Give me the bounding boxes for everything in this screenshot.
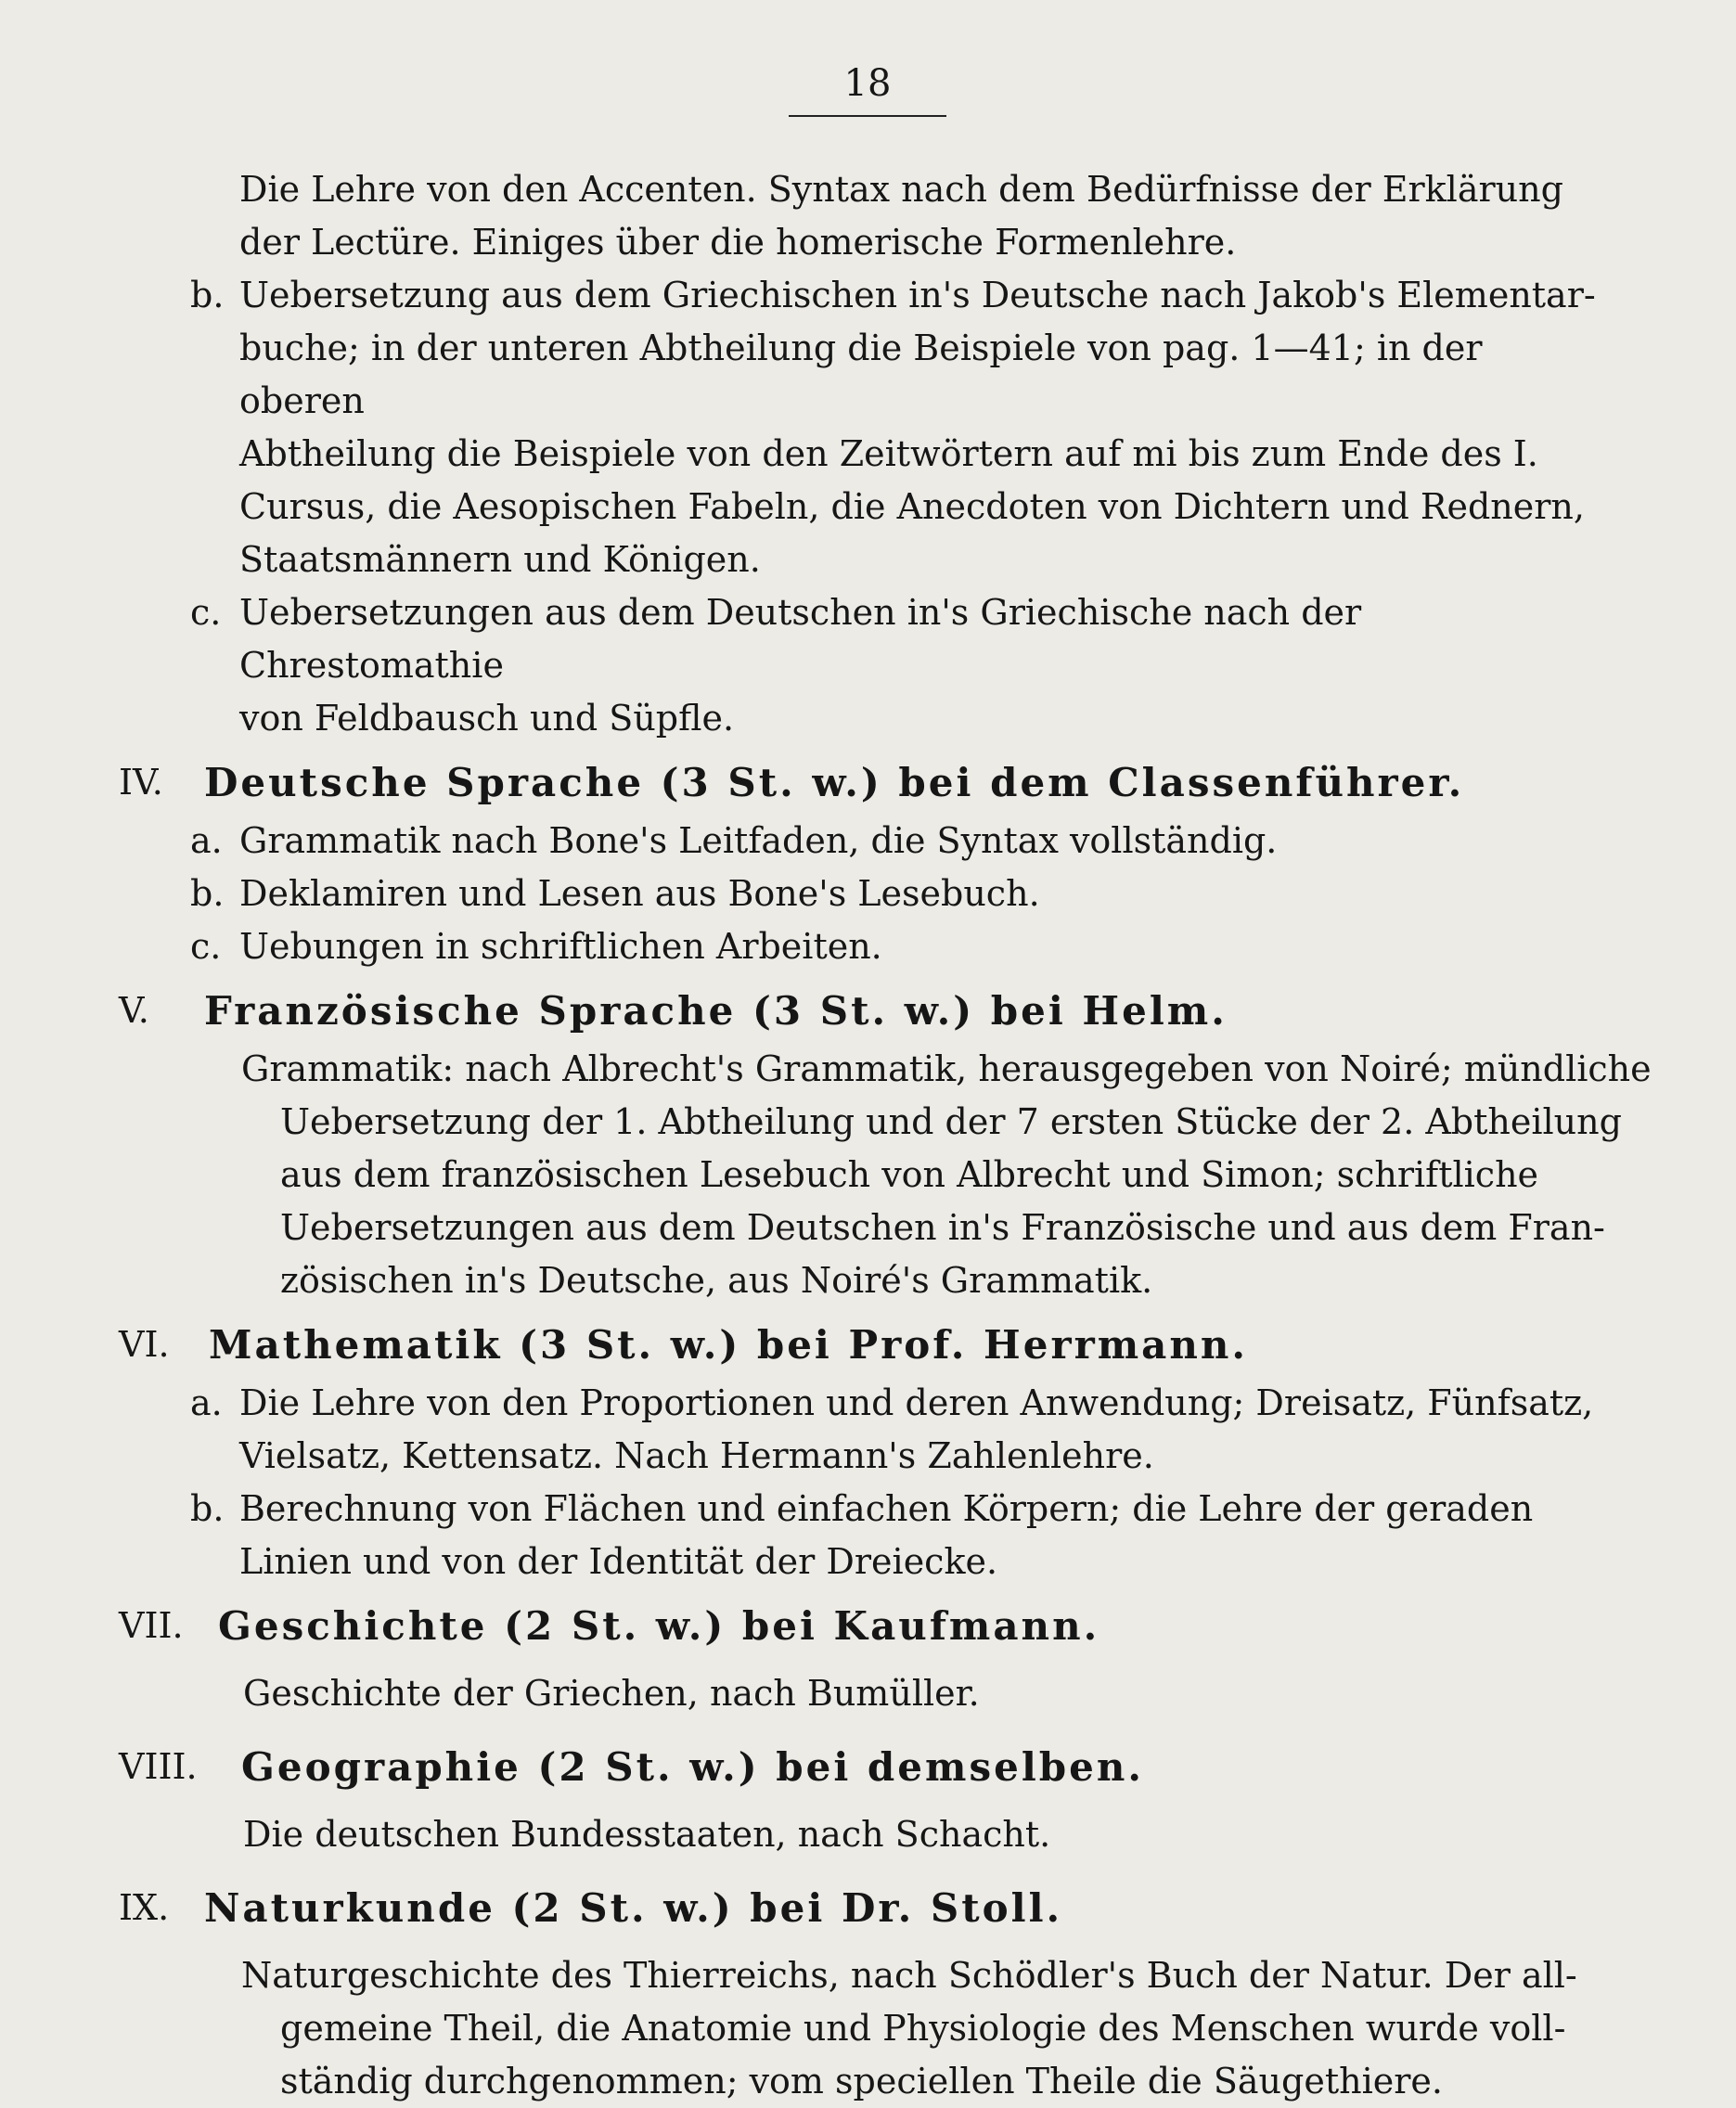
geography-text: [139, 1808, 1614, 1861]
list-item: [139, 1377, 1614, 1483]
text-line: Geschichte der Griechen, nach Bumüller.: [243, 1673, 980, 1714]
section-number: V.: [119, 990, 149, 1031]
item-marker: a.: [190, 820, 223, 861]
text-line: ständig durchgenommen; vom speciellen Theile die Säugethiere.: [280, 2061, 1443, 2102]
section-title: Geschichte (2 St. w.) bei Kaufmann.: [218, 1603, 1100, 1649]
text-line: Die Lehre von den Proportionen und deren Anwendung; Dreisatz, Fünfsatz,: [239, 1382, 1594, 1423]
section-title: Deutsche Sprache (3 St. w.) bei dem Classenführer.: [204, 760, 1465, 805]
list-item: [139, 269, 1614, 586]
text-line: Deklamiren und Lesen aus Bone's Lesebuch.: [239, 873, 1040, 914]
text-line: Grammatik nach Bone's Leitfaden, die Syntax vollständig.: [239, 820, 1278, 861]
history-text: [139, 1667, 1614, 1720]
section-number: IX.: [119, 1887, 170, 1928]
text-line: Uebersetzungen aus dem Deutschen in's Französische und aus dem Fran-: [280, 1207, 1605, 1248]
section-title: Naturkunde (2 St. w.) bei Dr. Stoll.: [204, 1885, 1063, 1931]
list-item: [139, 815, 1614, 868]
list-item: [139, 920, 1614, 973]
list-item: [139, 586, 1614, 745]
section-heading-ix: [119, 1882, 1614, 1934]
text-line: Naturgeschichte des Thierreichs, nach Schödler's Buch der Natur. Der all-: [241, 1955, 1577, 1996]
text-line: Staatsmännern und Königen.: [239, 539, 761, 580]
intro-paragraph: [139, 163, 1614, 269]
text-line: Uebungen in schriftlichen Arbeiten.: [239, 926, 882, 967]
item-marker: b.: [190, 275, 225, 315]
text-line: Vielsatz, Kettensatz. Nach Hermann's Zahlenlehre.: [239, 1435, 1154, 1476]
section-title: Mathematik (3 St. w.) bei Prof. Herrmann.: [209, 1322, 1249, 1368]
section-number: VI.: [119, 1324, 170, 1365]
text-line: von Feldbausch und Süpfle.: [239, 698, 735, 739]
item-marker: c.: [190, 592, 222, 633]
text-line: Die deutschen Bundesstaaten, nach Schacht.: [243, 1814, 1051, 1855]
text-line: Cursus, die Aesopischen Fabeln, die Anecdoten von Dichtern und Rednern,: [239, 486, 1585, 527]
section-heading-viii: [119, 1741, 1614, 1793]
section-heading-vii: [119, 1600, 1614, 1652]
item-marker: a.: [190, 1382, 223, 1423]
text-line: gemeine Theil, die Anatomie und Physiologie des Menschen wurde voll-: [280, 2008, 1566, 2049]
page-content: [119, 163, 1652, 2108]
text-line: Grammatik: nach Albrecht's Grammatik, herausgegeben von Noiré; mündliche: [241, 1048, 1652, 1089]
page-number: 18: [789, 61, 946, 117]
text-line: Berechnung von Flächen und einfachen Körpern; die Lehre der geraden: [239, 1488, 1534, 1529]
text-line: Linien und von der Identität der Dreiecke.: [239, 1541, 998, 1582]
text-line: Abtheilung die Beispiele von den Zeitwörtern auf mi bis zum Ende des I.: [239, 433, 1538, 474]
item-marker: c.: [190, 926, 222, 967]
section-heading-vi: [119, 1318, 1614, 1371]
text-line: Uebersetzung der 1. Abtheilung und der 7 ersten Stücke der 2. Abtheilung: [280, 1101, 1622, 1142]
section-heading-iv: [119, 756, 1614, 809]
section-title: Geographie (2 St. w.) bei demselben.: [241, 1744, 1145, 1790]
nature-paragraph: [139, 1949, 1614, 2108]
text-line: Die Lehre von den Accenten. Syntax nach dem Bedürfnisse der Erklärung: [239, 169, 1563, 210]
section-number: IV.: [119, 762, 163, 803]
french-paragraph: [139, 1043, 1652, 1307]
section-number: VIII.: [119, 1746, 198, 1787]
item-marker: b.: [190, 873, 225, 914]
item-marker: b.: [190, 1488, 225, 1529]
section-heading-v: [119, 984, 1614, 1037]
text-line: Uebersetzung aus dem Griechischen in's Deutsche nach Jakob's Elementar-: [239, 275, 1596, 315]
text-line: aus dem französischen Lesebuch von Albrecht und Simon; schriftliche: [280, 1154, 1539, 1195]
section-title: Französische Sprache (3 St. w.) bei Helm.: [204, 988, 1228, 1034]
text-line: buche; in der unteren Abtheilung die Beispiele von pag. 1—41; in der oberen: [239, 328, 1483, 421]
text-line: Uebersetzungen aus dem Deutschen in's Griechische nach der Chrestomathie: [239, 592, 1362, 686]
list-item: [139, 1483, 1614, 1588]
list-item: [139, 868, 1614, 920]
text-line: der Lectüre. Einiges über die homerische Formenlehre.: [239, 222, 1237, 263]
text-line: zösischen in's Deutsche, aus Noiré's Grammatik.: [280, 1260, 1153, 1301]
section-number: VII.: [119, 1605, 184, 1646]
